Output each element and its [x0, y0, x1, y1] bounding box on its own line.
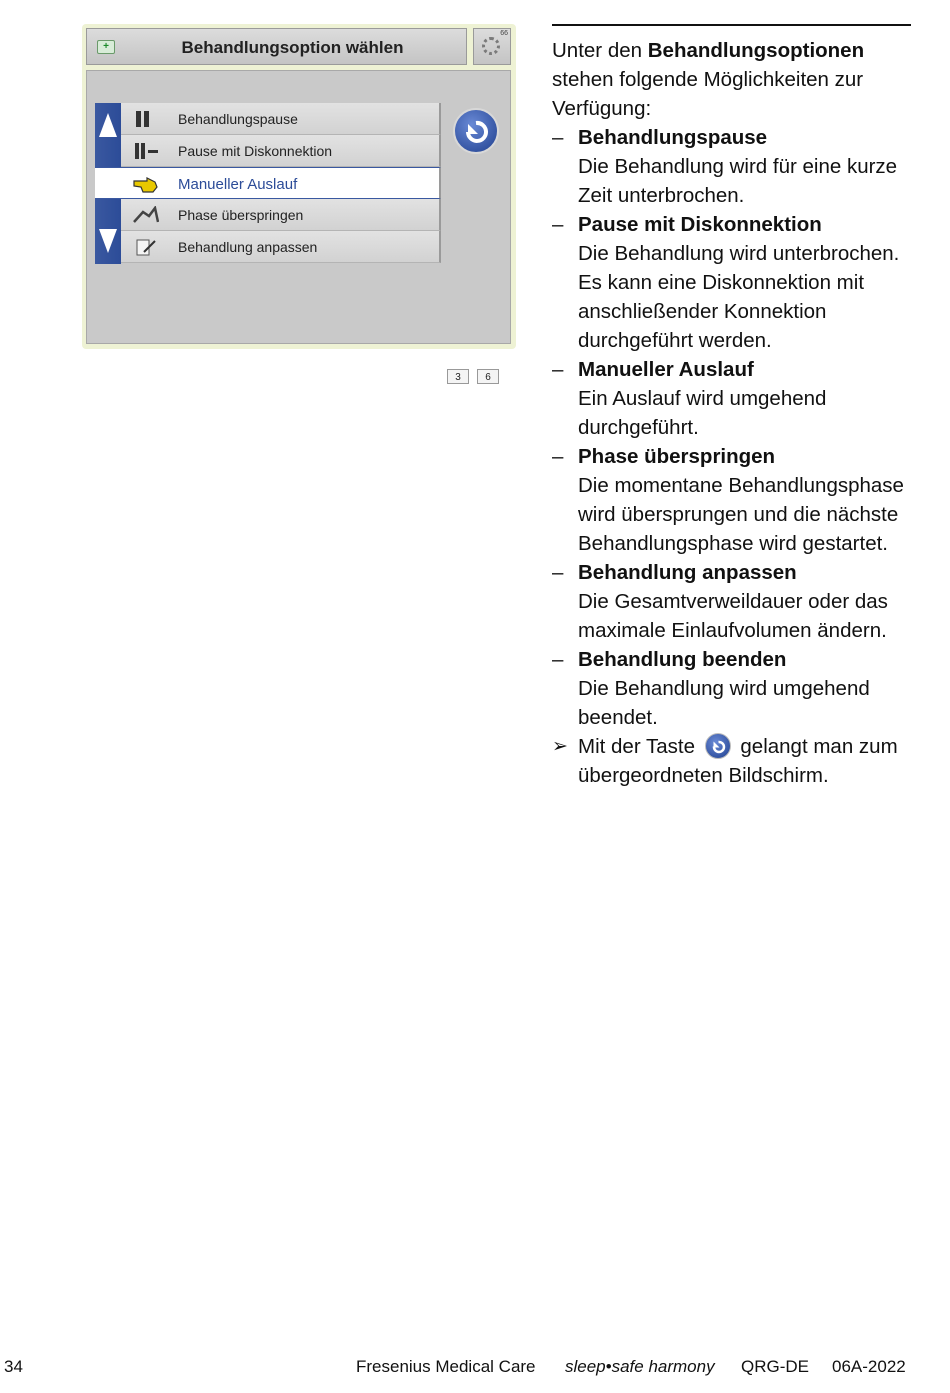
option-pause-mit-diskonnektion[interactable]: [121, 135, 441, 167]
page-number: 34: [4, 1357, 23, 1376]
option-label: Pause mit Diskonnektion: [178, 143, 333, 159]
footer-company: Fresenius Medical Care: [356, 1357, 536, 1376]
hint-text-after: gelangt man zum übergeordneten Bildschirm.: [578, 735, 898, 787]
option-description: Die Behandlung wird für eine kurze Zeit unterbrochen.: [578, 155, 898, 207]
option-name: Behandlungspause: [578, 126, 768, 149]
dash: –: [552, 561, 564, 584]
page-total: 6: [477, 369, 499, 384]
option-behandlungspause[interactable]: [121, 103, 441, 135]
intro-paragraph: [552, 36, 917, 123]
intro-text-before: Unter den: [552, 39, 648, 62]
arrow-down-icon: [99, 229, 117, 253]
device-screenshot: [82, 24, 516, 383]
screen-titlebar: [86, 28, 467, 65]
footer-product: sleep•safe harmony: [565, 1357, 715, 1376]
page-current: 3: [447, 369, 469, 384]
instruction-arrow-icon: ➢: [552, 736, 568, 757]
section-rule: [552, 24, 911, 26]
option-manueller-auslauf[interactable]: [95, 167, 441, 199]
settings-button[interactable]: [473, 28, 511, 65]
dash: –: [552, 648, 564, 671]
option-name: Behandlung anpassen: [578, 561, 797, 584]
option-list: [121, 103, 441, 263]
option-label: Phase überspringen: [178, 207, 304, 223]
option-label: Manueller Auslauf: [178, 176, 298, 193]
dash: –: [552, 126, 564, 149]
edit-icon: [133, 238, 159, 256]
option-entry: [552, 210, 917, 355]
dash: –: [552, 358, 564, 381]
hand-pointer-icon: [133, 175, 159, 193]
intro-bold-term: Behandlungsoptionen: [647, 39, 865, 62]
options-panel: [86, 70, 511, 383]
disconnect-icon: [133, 142, 159, 160]
option-description: Ein Auslauf wird umgehend durchgeführt.: [578, 387, 827, 439]
hint-text-before: Mit der Taste: [578, 735, 695, 758]
arrow-up-icon: [99, 113, 117, 137]
option-phase-ueberspringen[interactable]: [121, 199, 441, 231]
intro-text-after: stehen folgende Möglichkeiten zur Verfügung:: [552, 68, 864, 120]
option-entry: [552, 442, 917, 558]
option-description: Die Behandlung wird unterbrochen. Es kann eine Diskonnektion mit anschließender Konnektion durchgeführt werden.: [578, 242, 900, 352]
option-name: Pause mit Diskonnektion: [578, 213, 822, 236]
gear-counter: 66: [500, 30, 508, 37]
option-entry: [552, 645, 917, 732]
option-description: Die Gesamtverweildauer oder das maximale Einlaufvolumen ändern.: [578, 590, 888, 642]
option-label: Behandlungspause: [178, 111, 298, 127]
option-name: Behandlung beenden: [578, 648, 787, 671]
gear-icon: [482, 37, 500, 55]
option-entry: [552, 558, 917, 645]
option-name: Phase überspringen: [578, 445, 776, 468]
footer-doc: QRG-DE: [741, 1357, 809, 1376]
medical-kit-icon: +: [97, 40, 115, 54]
option-description: Die momentane Behandlungsphase wird übersprungen und die nächste Behandlungsphase wird gestartet.: [578, 474, 904, 555]
footer-version: 06A-2022: [832, 1357, 906, 1376]
back-button[interactable]: [453, 108, 499, 154]
skip-phase-icon: [133, 206, 159, 224]
option-description: Die Behandlung wird umgehend beendet.: [578, 677, 870, 729]
option-entry: [552, 123, 917, 210]
screen-title: Behandlungsoption wählen: [181, 38, 404, 57]
option-name: Manueller Auslauf: [578, 358, 754, 381]
back-arrow-icon: [455, 110, 497, 152]
option-behandlung-anpassen[interactable]: [121, 231, 441, 263]
hint-paragraph: [552, 732, 917, 790]
scroll-down-button[interactable]: [95, 199, 121, 264]
option-label: Behandlung anpassen: [178, 239, 318, 255]
back-button-icon: [705, 733, 731, 759]
pause-icon: [133, 110, 159, 128]
dash: –: [552, 445, 564, 468]
dash: –: [552, 213, 564, 236]
scroll-up-button[interactable]: [95, 103, 121, 168]
option-entry: [552, 355, 917, 442]
text-column: [552, 36, 917, 790]
